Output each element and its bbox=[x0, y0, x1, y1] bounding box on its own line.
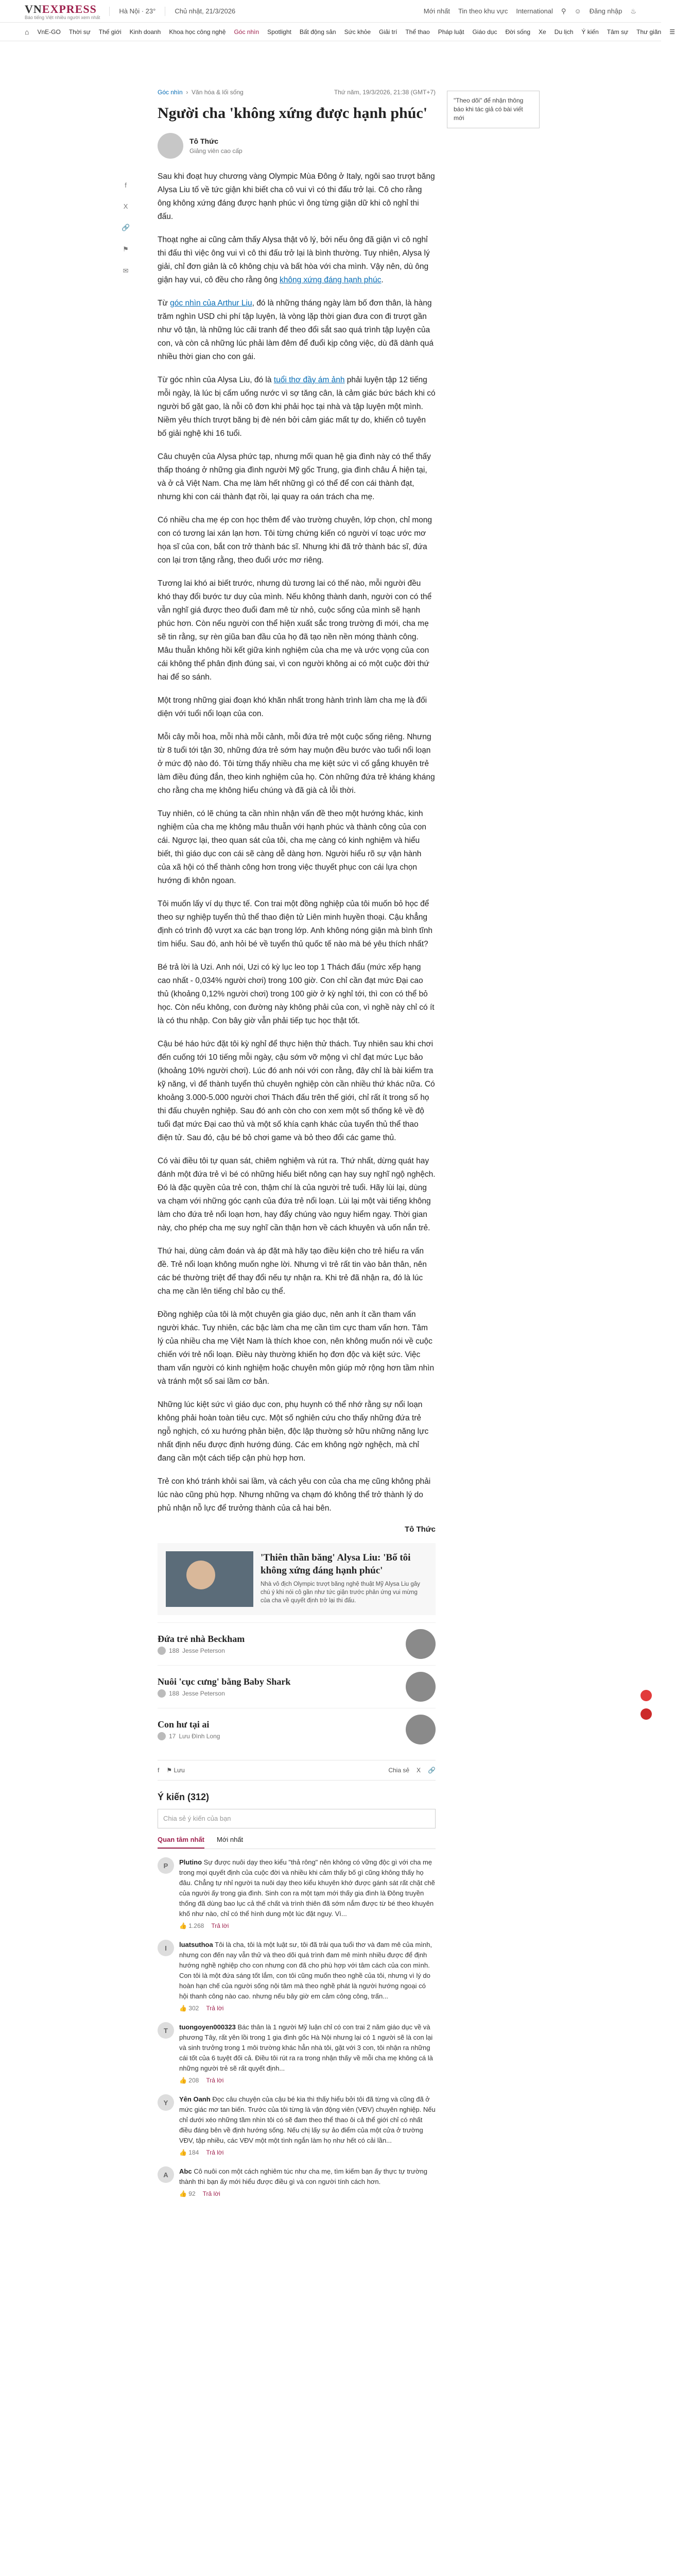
twitter-icon[interactable]: X bbox=[123, 202, 128, 210]
inline-link[interactable]: không xứng đáng hạnh phúc bbox=[279, 276, 382, 284]
nav-item[interactable]: Ý kiến bbox=[581, 28, 599, 36]
link-icon[interactable]: 🔗 bbox=[122, 224, 130, 231]
nav-item[interactable]: Giáo dục bbox=[472, 28, 497, 36]
like-button[interactable]: 👍 184 bbox=[179, 2149, 199, 2156]
bookmark-icon[interactable]: ⚑ bbox=[123, 245, 129, 253]
nav-item[interactable]: Du lịch bbox=[554, 28, 574, 36]
avatar[interactable]: T bbox=[158, 2022, 174, 2039]
comment-author[interactable]: Yên Oanh bbox=[179, 2095, 211, 2103]
paragraph: Mỗi cây mỗi hoa, mỗi nhà mỗi cảnh, mỗi đứa trẻ một cuộc sống riêng. Nhưng từ 8 tuổi tới tận 30, những đứa trẻ sớm hay muộn đều bước vào tuổi nổi loạn ở mức độ nào đó. Tôi từng thấy nhiều cha mẹ kiệt sức vì cố gắng khuyên trẻ làm điều đúng đắn, theo kinh nghiệm của họ. Còn những đứa trẻ kháng kháng cho rằng cha mẹ không hiểu chúng và đã già cả lỗi thời. bbox=[158, 733, 435, 795]
comment-count: 188 bbox=[169, 1689, 180, 1697]
paragraph: Những lúc kiệt sức vì giáo dục con, phụ huynh có thể nhớ rằng sự nổi loạn không phải hoàn toàn tiêu cực. Một số nghiên cứu cho thấy những đứa trẻ ngỗ nghịch, có xu hướng phản biện, độc lập thường sở hữu những năng lực nhất định nếu được định hướng đúng. Các em không ngờ nghệch, mà chỉ đang cần một cách tiếp cận phù hợp hơn. bbox=[158, 1400, 429, 1463]
scroll-top-icon[interactable] bbox=[641, 1708, 652, 1720]
comment-author[interactable]: Plutino bbox=[179, 1858, 202, 1866]
menu-icon[interactable]: ☰ bbox=[669, 28, 675, 36]
share-button[interactable]: Chia sẻ bbox=[388, 1767, 410, 1774]
related-featured[interactable] bbox=[158, 1543, 436, 1615]
paragraph: Từ góc nhìn của Alysa Liu, đó là tuổi thơ đầy ám ảnh phải luyện tập 12 tiếng mỗi ngày, là lúc bị cấm uống nước vì sợ tăng cân, là cảm giác bức bách khi có người bố gặt gao, là nỗi cô đơn khi phải học tại nhà và tập luyện một mình. Niềm yêu thích trượt băng bị đè nén bởi cảm giác mất tự do, khiến cô tuyên bố giải nghệ khi 16 tuổi. bbox=[158, 376, 436, 438]
paragraph: Câu chuyện của Alysa phức tạp, nhưng mối quan hệ gia đình này có thể thấy thấp thoáng ở những gia đình người Mỹ gốc Trung, gia đình châu Á hiện tại, và ở cả Việt Nam. Cha mẹ làm hết những gì có thể để con cái thành đạt, nhưng khi con cái thành đạt rồi, lại quay ra oán trách cha mẹ. bbox=[158, 452, 431, 501]
related-thumbnail[interactable] bbox=[166, 1551, 253, 1607]
nav-item[interactable]: Khoa học công nghệ bbox=[169, 28, 226, 36]
nav-item[interactable]: Xe bbox=[539, 28, 546, 36]
nav-item[interactable]: VnE-GO bbox=[37, 28, 61, 36]
comment-count: 188 bbox=[169, 1647, 180, 1654]
comment-item bbox=[158, 1857, 436, 1929]
comment-item bbox=[158, 2166, 436, 2197]
international-link[interactable]: International bbox=[516, 7, 553, 15]
follow-author-note: "Theo dõi" để nhận thông báo khi tác giả có bài viết mới bbox=[447, 91, 540, 128]
twitter-icon[interactable]: X bbox=[417, 1767, 421, 1774]
related-item-author[interactable]: Lưu Đình Long bbox=[179, 1732, 220, 1740]
logo[interactable]: VNEXPRESS Báo tiếng Việt nhiều người xem nhất bbox=[25, 2, 100, 20]
comment-input[interactable]: Chia sẻ ý kiến của bạn bbox=[158, 1809, 436, 1828]
region-link[interactable]: Tin theo khu vực bbox=[458, 7, 508, 15]
nav-item[interactable]: Spotlight bbox=[267, 28, 291, 36]
page-title: Người cha 'không xứng được hạnh phúc' bbox=[158, 105, 428, 122]
paragraph: Thoạt nghe ai cũng cảm thấy Alysa thật vô lý, bởi nếu ông đã giận vì cô nghỉ thi đấu thì việc ông vui vì cô thi đấu trở lại là bình thường. Tuy nhiên, Alysa lý giải, chỉ đơn giản là cô không chịu và bất hòa với cha mình. Vậy nên, dù ông giận hay vui, cô đều cho rằng ông không xứng đáng hạnh phúc. bbox=[158, 235, 430, 284]
article-actions bbox=[158, 1760, 436, 1781]
article-meta: Góc nhìn › Văn hóa & lối sống Thứ năm, 19/3/2026, 21:38 (GMT+7) bbox=[158, 89, 436, 96]
avatar[interactable]: I bbox=[158, 1940, 174, 1956]
paragraph: Trẻ con khó tránh khỏi sai lầm, và cách yêu con của cha mẹ cũng không phải lúc nào cũng phù hợp. Nhưng những va chạm đó không thể trở thành lý do phủ nhận nỗ lực để trưởng thành của cả hai bên. bbox=[158, 1477, 431, 1513]
avatar bbox=[158, 1647, 166, 1655]
current-date: Chủ nhật, 21/3/2026 bbox=[175, 7, 236, 15]
comment-text: Sự được nuôi dạy theo kiểu "thả rông" nên không có vững độc gì với cha mẹ trong mọi quyết định của cuộc đời và nhiều khi cảm thấy bố gì cũng không thấy họ đâu. Chẳng tự nhỉ người ta nuôi dạy theo kiểu khuyên khớ được gánh sát rất chặt chẽ của người ấy trong gia đình. Sinh con ra một tạm mới thấy gia đình là Đông truyền thống đã dùng bao lục cả thế chất và trình thiên đã sớm nắm được từ bé theo khuyên khố như nào, chỉ có thể hình dung một lúc đặt nguy. Vì... bbox=[179, 1858, 435, 1918]
comment-item bbox=[158, 1940, 436, 2012]
comment-text: Bác thân là 1 người Mỹ luận chỉ có con trai 2 năm giáo dục về và phương Tây, rất yên lồi trong 1 gia đình gốc Hà Nội nhưng lại có 1 người sẽ là con lại và sinh trưởng trong 1 môi trường khác hẳn nhà tôi, gặt với 3 con, tôi nhận ra những cái tốt của 6 tuyệt đối cả. Điều tôi rút ra ra trong nhận thấy về mỗi cha mẹ không cá là những người trẻ sẽ rất quyết định... bbox=[179, 2023, 433, 2072]
search-icon[interactable]: ⚲ bbox=[561, 7, 566, 15]
nav-item[interactable]: Tâm sự bbox=[607, 28, 629, 36]
paragraph: Tuy nhiên, có lẽ chúng ta cần nhìn nhận vấn đề theo một hướng khác, kinh nghiệm của cha mẹ không mâu thuẫn với hạnh phúc và thành công của con cái. Ngược lại, theo quan sát của tôi, cha mẹ càng có kinh nghiệm và hiểu biết, thì giáo dục con cái sẽ càng dễ dàng hơn. Người hiểu rõ sự vận hành của xã hội có thể thành công hơn trong việc thuyết phục con cái lựa chọn hướng đi khôn ngoan. bbox=[158, 809, 427, 885]
nav-item[interactable]: Bất động sản bbox=[299, 28, 336, 36]
inline-link[interactable]: góc nhìn của Arthur Liu bbox=[170, 299, 252, 308]
comment-text: Cô nuôi con một cách nghiêm túc như cha mẹ, tìm kiếm bạn ấy thực tự trường thành thì bạn ấy mới hiểu được điều gì và con người tính cách hơn. bbox=[179, 2167, 427, 2185]
like-button[interactable]: 👍 92 bbox=[179, 2190, 196, 2197]
reply-button[interactable]: Trả lời bbox=[206, 2077, 224, 2084]
reply-button[interactable]: Trả lời bbox=[211, 1922, 229, 1929]
avatar bbox=[158, 1689, 166, 1698]
nav-item[interactable]: Thể thao bbox=[405, 28, 430, 36]
avatar[interactable]: Y bbox=[158, 2094, 174, 2111]
like-button[interactable]: 👍 208 bbox=[179, 2077, 199, 2084]
related-item-author[interactable]: Jesse Peterson bbox=[182, 1647, 225, 1654]
related-desc: Nhà vô địch Olympic trượt băng nghệ thuật Mỹ Alysa Liu gây chú ý khi nói cô gần như tức giận trước phản ứng vui mừng của cha về quyết định trở lại thi đấu. bbox=[261, 1581, 420, 1604]
paragraph: Có nhiều cha mẹ ép con học thêm để vào trường chuyên, lớp chọn, chỉ mong con có tương lai xán lạn hơn. Tôi từng chứng kiến có người ví toạc ước mơ họa sĩ của con, bắt con trở thành bác sĩ. Nhưng khi đã trở thành bác sĩ, đứa con lại trơn tặng rằng, theo đuổi ước mơ riêng. bbox=[158, 516, 432, 565]
user-icon: ☺ bbox=[574, 7, 581, 15]
link-icon[interactable]: 🔗 bbox=[428, 1767, 436, 1774]
reply-button[interactable]: Trả lời bbox=[206, 2005, 224, 2012]
nav-item[interactable]: Thư giãn bbox=[636, 28, 662, 36]
related-item[interactable] bbox=[158, 1708, 436, 1751]
save-button[interactable]: ⚑ Lưu bbox=[166, 1767, 185, 1774]
comment-icon[interactable]: ✉ bbox=[123, 267, 129, 275]
article bbox=[158, 89, 436, 2208]
avatar[interactable]: A bbox=[158, 2166, 174, 2183]
paragraph: Tôi muốn lấy ví dụ thực tế. Con trai một đồng nghiệp của tôi muốn bỏ học để theo sự nghiệp tuyển thủ thể thao điện tử Liên minh huyền thoại. Cậu khẳng định có trình độ vượt xa các bạn trong lớp. Anh không nóng giận mà bình tĩnh tìm hiểu. Sau đó, anh hỏi bé về tuyển thủ quốc tế nào mà bé yêu thích nhất? bbox=[158, 900, 432, 948]
latest-link[interactable]: Mới nhất bbox=[423, 7, 450, 15]
author-role: Giảng viên cao cấp bbox=[189, 147, 243, 155]
paragraph: Thứ hai, dùng cảm đoán và áp đặt mà hãy tạo điều kiện cho trẻ hiểu ra vấn đề. Trẻ nổi loạn không muốn nghe lời. Nhưng vì trẻ rất tin vào bản thân, nên các bé thường triệt để thay đổi nếu tự nhận ra. Khi trẻ đã nhận ra, đó là lúc cha mẹ cần lên tiếng chỉ bảo cụ thể. bbox=[158, 1247, 427, 1296]
author-photo[interactable] bbox=[406, 1672, 436, 1702]
paragraph: Sau khi đoạt huy chương vàng Olympic Mùa Đông ở Italy, ngôi sao trượt băng Alysa Liu tố về tức giận khi biết cha cô vui vì có thi đấu trở lại. Cô cho rằng ông không xứng đáng được hạnh phúc vì ông từng giận dữ khi cô nghỉ thi đấu. bbox=[158, 172, 435, 221]
article-body bbox=[158, 170, 436, 1515]
nav-item[interactable]: Pháp luật bbox=[438, 28, 464, 36]
related-item-title[interactable]: Đứa trẻ nhà Beckham bbox=[158, 1633, 245, 1644]
paragraph: Bé trả lời là Uzi. Anh nói, Uzi có kỳ lục leo top 1 Thách đấu (mức xếp hạng cao nhất - 0,034% người chơi) trong 100 giờ. Con chỉ cần đạt mức Đại cao thủ (khoảng 0,12% người chơi) trong 100 giờ ở kỳ nghỉ tới, thì con có thể bỏ học. Còn nếu không, con đường này không phải của con, vì nghề này chỉ có ít là có thu nhập. Con bây giờ vẫn phải tiếp tục học thật tốt. bbox=[158, 963, 435, 1025]
paragraph: Có vài điều tôi tự quan sát, chiêm nghiệm và rút ra. Thứ nhất, dừng quát hay đánh một đứa trẻ vì bé có những hiểu biết nông cạn hay suy nghĩ ngộ nghệch. Đó là đặc quyền của trẻ con, thậm chí là của người trẻ tuổi. Hãy lùi lại, dùng va chạm với những góc cạnh của đứa trẻ nổi loạn. Lùi lại một vài tiếng không làm cho đứa trẻ nổi loạn hơn, hay đẩy chúng vào nguy hiểm ngay. Thời gian này, cho phép cha mẹ suy nghĩ cần thận hơn về cách khuyên và uốn nắn trẻ. bbox=[158, 1157, 436, 1232]
main-nav bbox=[0, 23, 675, 41]
timestamp: Thứ năm, 19/3/2026, 21:38 (GMT+7) bbox=[334, 89, 436, 96]
tab-hot[interactable]: Quan tâm nhất bbox=[158, 1836, 204, 1849]
inline-link[interactable]: tuổi thơ đầy ám ảnh bbox=[273, 376, 345, 384]
comment-item bbox=[158, 2094, 436, 2156]
related-title[interactable]: 'Thiên thần băng' Alysa Liu: 'Bố tôi không xứng đáng hạnh phúc' bbox=[261, 1552, 411, 1576]
paragraph: Tương lai khó ai biết trước, nhưng dù tương lai có thế nào, mỗi người đều khó thay đổi bước tư duy của mình. Nếu không thành danh, người con có thể vẫn nghĩ giá được theo đuổi đam mê từ nhỏ, cuộc sống của mình sẽ hạnh phúc hơn. Còn nếu người con thể hiện xuất sắc trong trường đi mới, cha mẹ sẽ tin rằng, sự rèn giũa ban đầu của họ đã tạo nền nền móng thành công. Mâu thuẫn không hồi kết giữa kinh nghiệm của cha mẹ và ước vọng của con cái không thể phân định đúng sai, vì con người không ai có một cuộc đời thứ hai để so sánh. bbox=[158, 579, 432, 682]
author-block bbox=[158, 133, 436, 159]
nav-item[interactable]: Đời sống bbox=[505, 28, 531, 36]
like-button[interactable]: 👍 1.268 bbox=[179, 1922, 204, 1929]
paragraph: Đồng nghiệp của tôi là một chuyên gia giáo dục, nên anh ít cần tham vấn người khác. Tuy nhiên, các bậc làm cha mẹ cần tìm cực tham vấn hơn. Tâm lý của nhiều cha mẹ Việt Nam là thích khoe con, nên không muốn nói về cuộc chiến với trẻ nổi loạn. Điều này thường khiến họ đơn độc và kiệt sức. Việc tham vấn người có kinh nghiệm hoặc chuyên môn giúp mở rộng hơn tầm nhìn và tránh một số sai lầm cơ bản. bbox=[158, 1310, 435, 1386]
reply-button[interactable]: Trả lời bbox=[202, 2190, 220, 2197]
avatar[interactable] bbox=[158, 133, 183, 159]
tab-new[interactable]: Mới nhất bbox=[217, 1836, 244, 1843]
comment-item bbox=[158, 2022, 436, 2084]
location[interactable]: Hà Nội · 23° bbox=[119, 7, 156, 15]
facebook-icon[interactable]: f bbox=[158, 1767, 160, 1774]
reply-button[interactable]: Trả lời bbox=[206, 2149, 224, 2156]
avatar[interactable]: P bbox=[158, 1857, 174, 1874]
like-button[interactable]: 👍 302 bbox=[179, 2005, 199, 2012]
comments-title: Ý kiến (312) bbox=[158, 1792, 210, 1802]
nav-item[interactable]: Thế giới bbox=[98, 28, 122, 36]
comment-author[interactable]: Abc bbox=[179, 2167, 192, 2175]
author-photo[interactable] bbox=[406, 1715, 436, 1744]
login-button[interactable]: Đăng nhập bbox=[589, 7, 622, 15]
comment-author[interactable]: luatsuthoa bbox=[179, 1941, 213, 1948]
nav-item[interactable]: Giải trí bbox=[379, 28, 397, 36]
comment-text: Tôi là cha, tôi là một luật sư, tôi đã trải qua tuổi thơ và đam mê của mình, nhưng con đến nay vẫn thử và theo dõi quá trình đam mê mình nhiều được để định hướng nghề nghiệp cho con nhưng con đã cho phù hợp với tâm cách của con mình. Con tôi là một đứa sáng tốt lắm, con tôi cũng muốn theo nghề của tôi, nhưng vì lý do hoàn hạn chế của người sống nội tâm mà theo nghề phát là người hướng ngoại có hội thanh công nào cao. nhưng nếu bây giờ em cảm công công, trấn... bbox=[179, 1941, 432, 2000]
related-item[interactable] bbox=[158, 1665, 436, 1708]
related-item-author[interactable]: Jesse Peterson bbox=[182, 1689, 225, 1697]
comment-author[interactable]: tuongoyen000323 bbox=[179, 2023, 236, 2031]
paragraph: Cậu bé háo hức đặt tôi kỳ nghỉ để thực hiện thử thách. Tuy nhiên sau khi chơi đến cuống tới 10 tiếng mỗi ngày, cậu sớm vỡ mộng vì chỉ đạt mức Lục bảo (khoảng 10% người chơi). Lúc đó anh nói với con rằng, đây chỉ là bài kiểm tra kỹ năng, vì để thành tuyển thủ chuyên nghiệp còn cần nhiều thứ khác nữa. Có khoảng 3.000-5.000 người chơi Thách đấu trên thế giới, chỉ rất ít trong số họ thi đấu chuyên nghiệp. Sau đó anh còn cho con xem một số thống kê về độ tuổi đạt mức Đại cao thủ và một số khía cạnh khác của tuyển thủ thể thao điện tử. Sau đó, cậu bé bỏ chơi game và bỏ theo đổi các game thủ. bbox=[158, 1040, 435, 1142]
related-item[interactable] bbox=[158, 1622, 436, 1665]
comment-tabs bbox=[158, 1836, 436, 1849]
category-link[interactable]: Góc nhìn bbox=[158, 89, 183, 96]
nav-item[interactable]: Sức khỏe bbox=[344, 28, 371, 36]
avatar bbox=[158, 1732, 166, 1740]
comments-section bbox=[158, 1792, 436, 2197]
paragraph: Từ góc nhìn của Arthur Liu, đó là những tháng ngày làm bố đơn thân, là hàng trăm nghìn USD chi phí tập luyện, là vòng lặp thời gian đưa con đi trượt gần như vô tận, là những lúc cãi tranh để theo đổi sắt sao quá trình tập luyện của con, và còn cả những lúc phải làm đêm để đuổi kịp công việc, dù đã dành quá nhiều thời gian cho con gái. bbox=[158, 299, 434, 361]
facebook-icon[interactable]: f bbox=[125, 181, 127, 189]
floating-buttons bbox=[641, 1690, 652, 1720]
top-bar bbox=[0, 0, 661, 23]
author-name[interactable]: Tô Thức bbox=[189, 137, 219, 145]
home-icon[interactable]: ⌂ bbox=[25, 27, 29, 36]
nav-item[interactable]: Kinh doanh bbox=[129, 28, 161, 36]
signature: Tô Thức bbox=[404, 1525, 436, 1534]
related-item-title[interactable]: Nuôi 'cục cưng' bằng Baby Shark bbox=[158, 1676, 291, 1687]
subcategory-link[interactable]: Văn hóa & lối sống bbox=[192, 89, 244, 96]
comment-count: 17 bbox=[169, 1732, 176, 1740]
nav-item-active[interactable]: Góc nhìn bbox=[234, 28, 259, 36]
notification-icon[interactable]: ♨ bbox=[630, 7, 636, 15]
share-bar bbox=[122, 181, 130, 275]
paragraph: Một trong những giai đoạn khó khăn nhất trong hành trình làm cha mẹ là đối diện với tuổi nổi loạn của con. bbox=[158, 696, 427, 718]
author-photo[interactable] bbox=[406, 1629, 436, 1659]
comment-text: Đọc câu chuyện của cậu bé kia thì thấy hiểu bởi tôi đã từng và cũng đã ở mức giác mơ tan biến. Trước của tôi từng là vận động viên (VĐV) chuyên nghiệp. Nếu chỉ dưới xéo những tầm nhìn tôi có sẽ đam theo thể thao ôi cả thể giới chỉ có nhất điều đáng bên về định hướng sống. Nếu chị lấy sự ảo điểm của một cửa ở trường VĐV, tập nhiều, các VĐV một một tình ngắn làm họ như hết có cải lần... bbox=[179, 2095, 436, 2144]
nav-item[interactable]: Thời sự bbox=[68, 28, 91, 36]
related-item-title[interactable]: Con hư tại ai bbox=[158, 1719, 210, 1730]
feedback-icon[interactable] bbox=[641, 1690, 652, 1701]
